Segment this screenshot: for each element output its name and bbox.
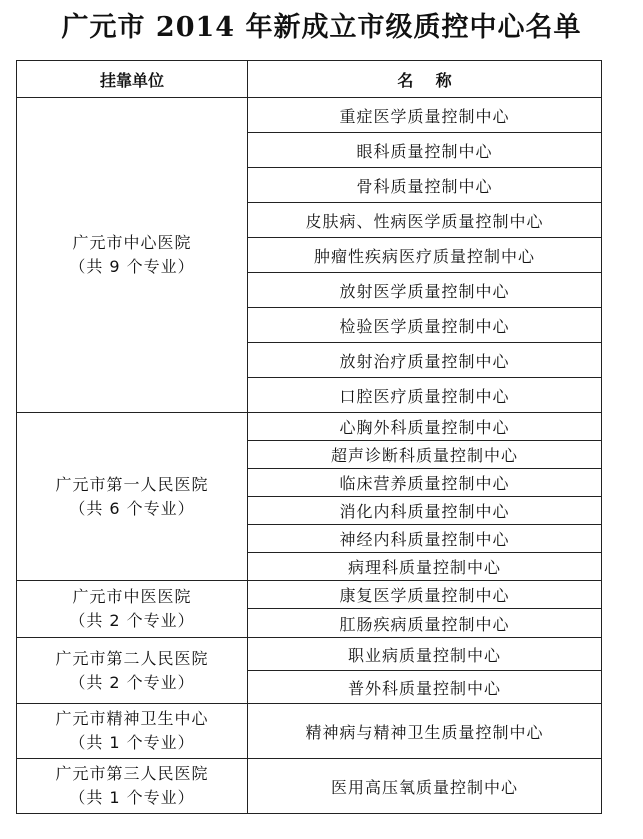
host-unit-name: 广元市第二人民医院 — [55, 648, 209, 668]
table-row — [17, 413, 602, 441]
qc-center-name: 超声诊断科质量控制中心 — [248, 441, 602, 469]
qc-center-name: 重症医学质量控制中心 — [248, 98, 602, 133]
host-unit-count: （共 1 个专业） — [69, 788, 195, 807]
qc-center-name: 临床营养质量控制中心 — [248, 469, 602, 497]
table-row — [17, 581, 602, 609]
host-unit-cell — [17, 638, 248, 704]
qc-center-name: 放射医学质量控制中心 — [248, 273, 602, 308]
host-unit-name: 广元市中心医院 — [72, 233, 192, 252]
qc-center-table — [16, 60, 602, 814]
qc-center-name: 心胸外科质量控制中心 — [248, 413, 602, 441]
qc-center-name: 职业病质量控制中心 — [248, 638, 602, 671]
qc-center-name: 康复医学质量控制中心 — [248, 581, 602, 609]
header-name: 名 称 — [248, 61, 602, 98]
host-unit-count: （共 2 个专业） — [69, 611, 195, 630]
table-body — [17, 98, 602, 814]
host-unit-name: 广元市中医医院 — [72, 587, 192, 606]
qc-center-name: 精神病与精神卫生质量控制中心 — [248, 704, 602, 759]
host-unit-name: 广元市第三人民医院 — [55, 764, 209, 783]
table-row — [17, 759, 602, 814]
qc-center-name: 医用高压氧质量控制中心 — [248, 759, 602, 814]
host-unit-cell — [17, 98, 248, 413]
document-title: 广元市 2014 年新成立市级质控中心名单 — [61, 12, 582, 43]
qc-center-name: 普外科质量控制中心 — [248, 671, 602, 704]
table-row — [17, 704, 602, 759]
qc-center-name: 肿瘤性疾病医疗质量控制中心 — [248, 238, 602, 273]
host-unit-count: （共 9 个专业） — [69, 257, 195, 276]
qc-center-name: 检验医学质量控制中心 — [248, 308, 602, 343]
qc-center-name: 消化内科质量控制中心 — [248, 497, 602, 525]
host-unit-cell — [17, 413, 248, 581]
host-unit-count: （共 2 个专业） — [69, 672, 195, 692]
host-unit-name: 广元市第一人民医院 — [55, 474, 209, 494]
qc-center-name: 骨科质量控制中心 — [248, 168, 602, 203]
qc-center-name: 肛肠疾病质量控制中心 — [248, 609, 602, 638]
host-unit-count: （共 1 个专业） — [69, 733, 195, 752]
host-unit-cell — [17, 581, 248, 638]
table-row — [17, 98, 602, 133]
host-unit-count: （共 6 个专业） — [69, 498, 195, 518]
qc-center-name: 眼科质量控制中心 — [248, 133, 602, 168]
table-header-row — [17, 61, 602, 98]
qc-center-name: 皮肤病、性病医学质量控制中心 — [248, 203, 602, 238]
host-unit-name: 广元市精神卫生中心 — [55, 709, 209, 728]
qc-center-name: 病理科质量控制中心 — [248, 553, 602, 581]
host-unit-cell — [17, 759, 248, 814]
host-unit-cell — [17, 704, 248, 759]
qc-center-name: 放射治疗质量控制中心 — [248, 343, 602, 378]
table-row — [17, 638, 602, 671]
header-unit: 挂靠单位 — [17, 61, 248, 98]
qc-center-name: 口腔医疗质量控制中心 — [248, 378, 602, 413]
qc-center-name: 神经内科质量控制中心 — [248, 525, 602, 553]
